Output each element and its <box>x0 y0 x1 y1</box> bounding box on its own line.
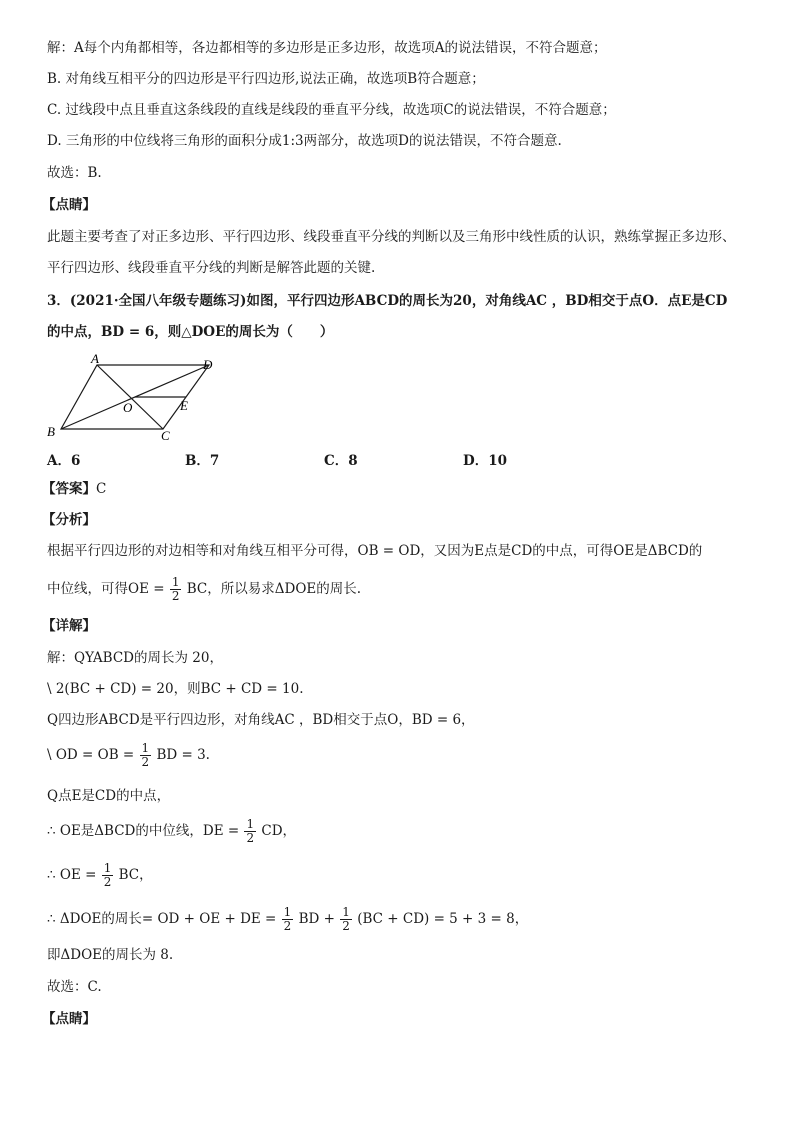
fraction-denominator: 2 <box>103 875 112 889</box>
answer-value: C <box>96 481 107 497</box>
label-c: C <box>161 428 170 443</box>
comment-line-1: 此题主要考查了对正多边形、平行四边形、线段垂直平分线的判断以及三角形中线性质的认识，熟练掌握正多边形、 <box>47 229 736 245</box>
fraction-denominator: 2 <box>171 589 180 603</box>
detail-line-10: 故选：C. <box>47 979 102 995</box>
analysis-tag: 【分析】 <box>42 512 96 528</box>
fraction-numerator: 1 <box>141 741 150 755</box>
detail-line-7-pre: ∴ OE = <box>47 867 97 883</box>
detail-line-8 <box>47 902 528 936</box>
label-o: O <box>123 400 133 415</box>
detail-line-8-mid: BD + <box>298 911 335 927</box>
detail-line-2: \ 2(BC + CD) = 20，则BC + CD = 10. <box>47 681 304 697</box>
option-b: B．7 <box>185 453 220 469</box>
detail-line-1: 解：QYABCD的周长为 20， <box>47 650 223 666</box>
fraction-numerator: 1 <box>103 861 112 875</box>
solution-line-c: C. 过线段中点且垂直这条线段的直线是线段的垂直平分线，故选项C的说法错误，不符合题意； <box>47 102 616 118</box>
solution-line-b: B. 对角线互相平分的四边形是平行四边形,说法正确，故选项B符合题意； <box>47 71 485 87</box>
analysis-line-2-post: BC，所以易求ΔDOE的周长. <box>186 581 362 597</box>
detail-line-6-post: CD， <box>261 823 297 839</box>
answer-line-b: 故选：B. <box>47 165 102 181</box>
detail-line-4-pre: \ OD = OB = <box>47 747 135 763</box>
solution-line-a: 解：A每个内角都相等，各边都相等的多边形是正多边形，故选项A的说法错误，不符合题意； <box>47 40 607 56</box>
fraction-denominator: 2 <box>141 755 150 769</box>
answer-row <box>42 479 106 499</box>
option-d: D．10 <box>463 453 507 469</box>
fraction <box>140 742 152 769</box>
comment-line-2: 平行四边形、线段垂直平分线的判断是解答此题的关键. <box>47 260 376 276</box>
analysis-line-1: 根据平行四边形的对边相等和对角线互相平分可得，OB = OD，又因为E点是CD的中点，可得OE是ΔBCD的 <box>47 543 703 559</box>
fraction-numerator: 1 <box>171 575 180 589</box>
detail-line-6 <box>47 814 296 848</box>
analysis-line-2 <box>47 572 361 606</box>
final-comment-tag: 【点睛】 <box>42 1011 96 1027</box>
fraction <box>282 906 294 933</box>
label-e: E <box>180 398 188 413</box>
detail-line-4-post: BD = 3. <box>156 747 210 763</box>
detail-line-3: Q四边形ABCD是平行四边形，对角线AC ，BD相交于点O，BD = 6， <box>47 712 475 728</box>
option-a: A．6 <box>47 453 81 469</box>
question-3-line-1: 3．(2021·全国八年级专题练习)如图，平行四边形ABCD的周长为20，对角线AC ，BD相交于点O．点E是CD <box>47 293 728 309</box>
fraction <box>170 576 182 603</box>
fraction-numerator: 1 <box>283 905 292 919</box>
detail-line-6-pre: ∴ OE是ΔBCD的中位线，DE = <box>47 823 240 839</box>
fraction <box>340 906 352 933</box>
detail-line-4 <box>47 738 210 772</box>
label-b: B <box>47 424 55 439</box>
fraction-denominator: 2 <box>342 919 350 933</box>
fraction-denominator: 2 <box>246 831 255 845</box>
fraction <box>244 818 256 845</box>
answer-tag: 【答案】 <box>42 481 96 497</box>
option-c: C．8 <box>324 453 358 469</box>
fraction-numerator: 1 <box>246 817 255 831</box>
parallelogram-figure <box>47 352 237 448</box>
label-a: A <box>91 352 99 366</box>
comment-tag: 【点睛】 <box>42 197 96 213</box>
label-d: D <box>203 357 213 372</box>
detail-line-8-pre: ∴ ΔDOE的周长= OD + OE + DE = <box>47 911 277 927</box>
detail-line-9: 即ΔDOE的周长为 8. <box>47 947 174 963</box>
fraction-denominator: 2 <box>283 919 292 933</box>
solution-line-d: D. 三角形的中位线将三角形的面积分成1:3两部分，故选项D的说法错误，不符合题意. <box>47 133 562 149</box>
detail-tag: 【详解】 <box>42 618 96 634</box>
fraction-numerator: 1 <box>342 905 350 919</box>
detail-line-8-post: (BC + CD) = 5 + 3 = 8， <box>357 911 529 927</box>
detail-line-7 <box>47 858 153 892</box>
detail-line-5: Q点E是CD的中点， <box>47 788 171 804</box>
fraction <box>102 862 114 889</box>
analysis-line-2-pre: 中位线，可得OE = <box>47 581 165 597</box>
detail-line-7-post: BC， <box>118 867 153 883</box>
question-3-line-2: 的中点，BD = 6，则△DOE的周长为（ ） <box>47 324 334 340</box>
